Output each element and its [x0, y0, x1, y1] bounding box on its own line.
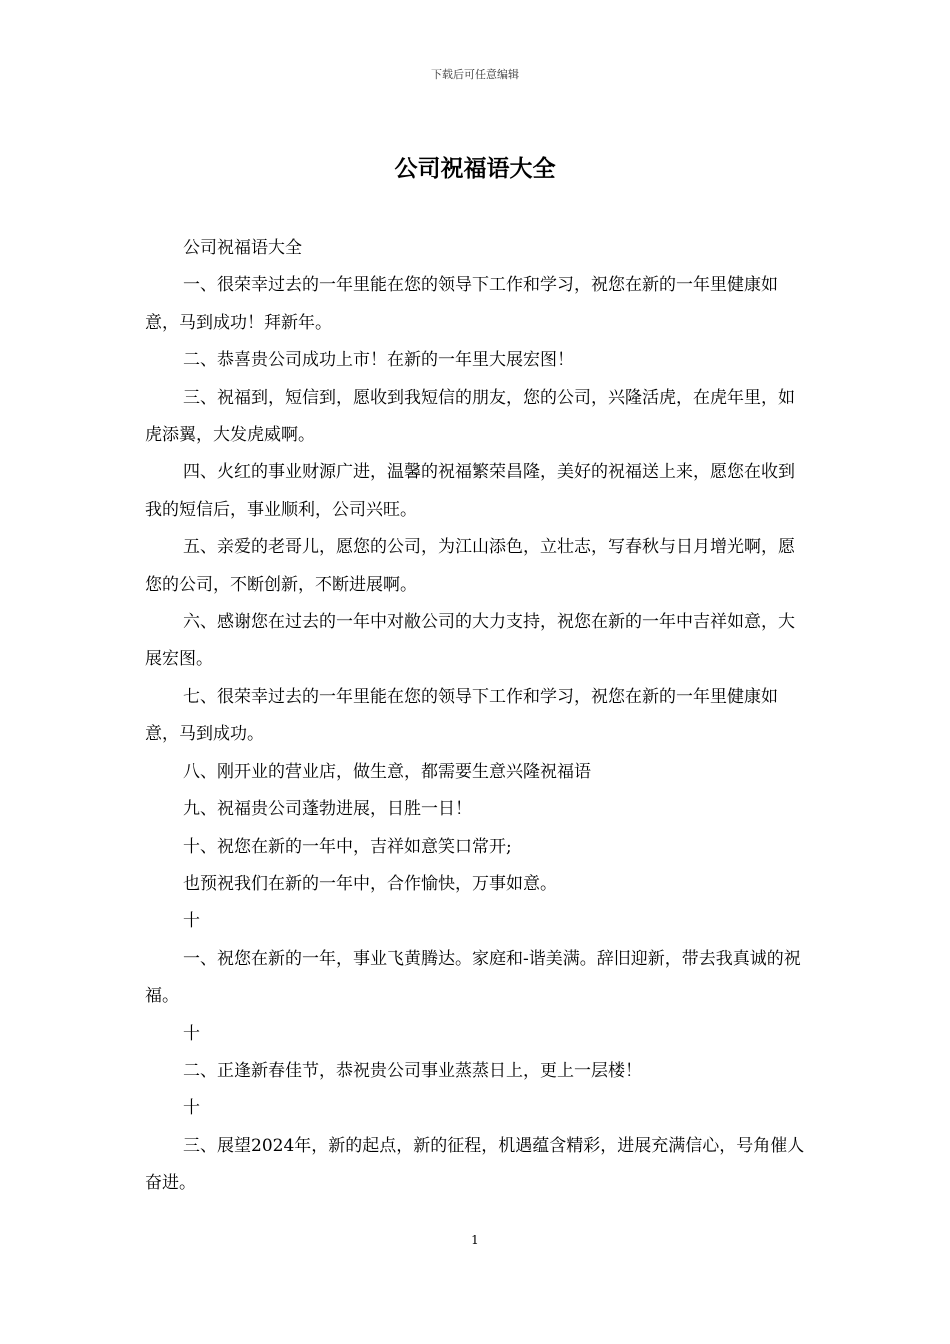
paragraph-subtitle: 公司祝福语大全	[183, 238, 302, 258]
paragraph-5: 五、亲爱的老哥儿，愿您的公司，为江山添色，立壮志，写春秋与日月增光啊，愿您的公司，不断创新，不断进展啊。	[145, 537, 795, 595]
paragraph-12: 二、正逢新春佳节，恭祝贵公司事业蒸蒸日上，更上一层楼！	[183, 1060, 642, 1081]
paragraph-10: 十、祝您在新的一年中，吉祥如意笑口常开;	[183, 836, 512, 857]
paragraph-1: 一、很荣幸过去的一年里能在您的领导下工作和学习，祝您在新的一年里健康如意，马到成功！拜新年。	[145, 275, 778, 333]
page-number: 1	[471, 1233, 479, 1247]
paragraph-12-number: 十	[183, 1023, 200, 1044]
paragraph-4: 四、火红的事业财源广进，温馨的祝福繁荣昌隆，美好的祝福送上来，愿您在收到我的短信后，事业顺利，公司兴旺。	[145, 462, 795, 520]
page-header-note: 下载后可任意编辑	[431, 68, 519, 81]
paragraph-8: 八、刚开业的营业店，做生意，都需要生意兴隆祝福语	[183, 761, 591, 782]
paragraph-3: 三、祝福到，短信到，愿收到我短信的朋友，您的公司，兴隆活虎，在虎年里，如虎添翼，大发虎威啊。	[145, 387, 795, 446]
paragraph-11-number: 十	[183, 911, 200, 932]
document-body	[145, 230, 807, 1203]
document-title: 公司祝福语大全	[394, 155, 556, 182]
paragraph-2: 二、恭喜贵公司成功上市！在新的一年里大展宏图！	[183, 350, 574, 371]
paragraph-6: 六、感谢您在过去的一年中对敝公司的大力支持，祝您在新的一年中吉祥如意，大展宏图。	[145, 612, 795, 670]
paragraph-9: 九、祝福贵公司蓬勃进展，日胜一日！	[183, 799, 472, 820]
paragraph-13-number: 十	[183, 1098, 200, 1119]
paragraph-10-cont: 也预祝我们在新的一年中，合作愉快，万事如意。	[183, 873, 557, 894]
paragraph-13: 三、展望2024年，新的起点，新的征程，机遇蕴含精彩，进展充满信心，号角催人奋进。	[145, 1135, 805, 1194]
paragraph-11: 一、祝您在新的一年，事业飞黄腾达。家庭和-谐美满。辞旧迎新，带去我真诚的祝福。	[145, 948, 801, 1007]
paragraph-7: 七、很荣幸过去的一年里能在您的领导下工作和学习，祝您在新的一年里健康如意，马到成功。	[145, 686, 778, 745]
